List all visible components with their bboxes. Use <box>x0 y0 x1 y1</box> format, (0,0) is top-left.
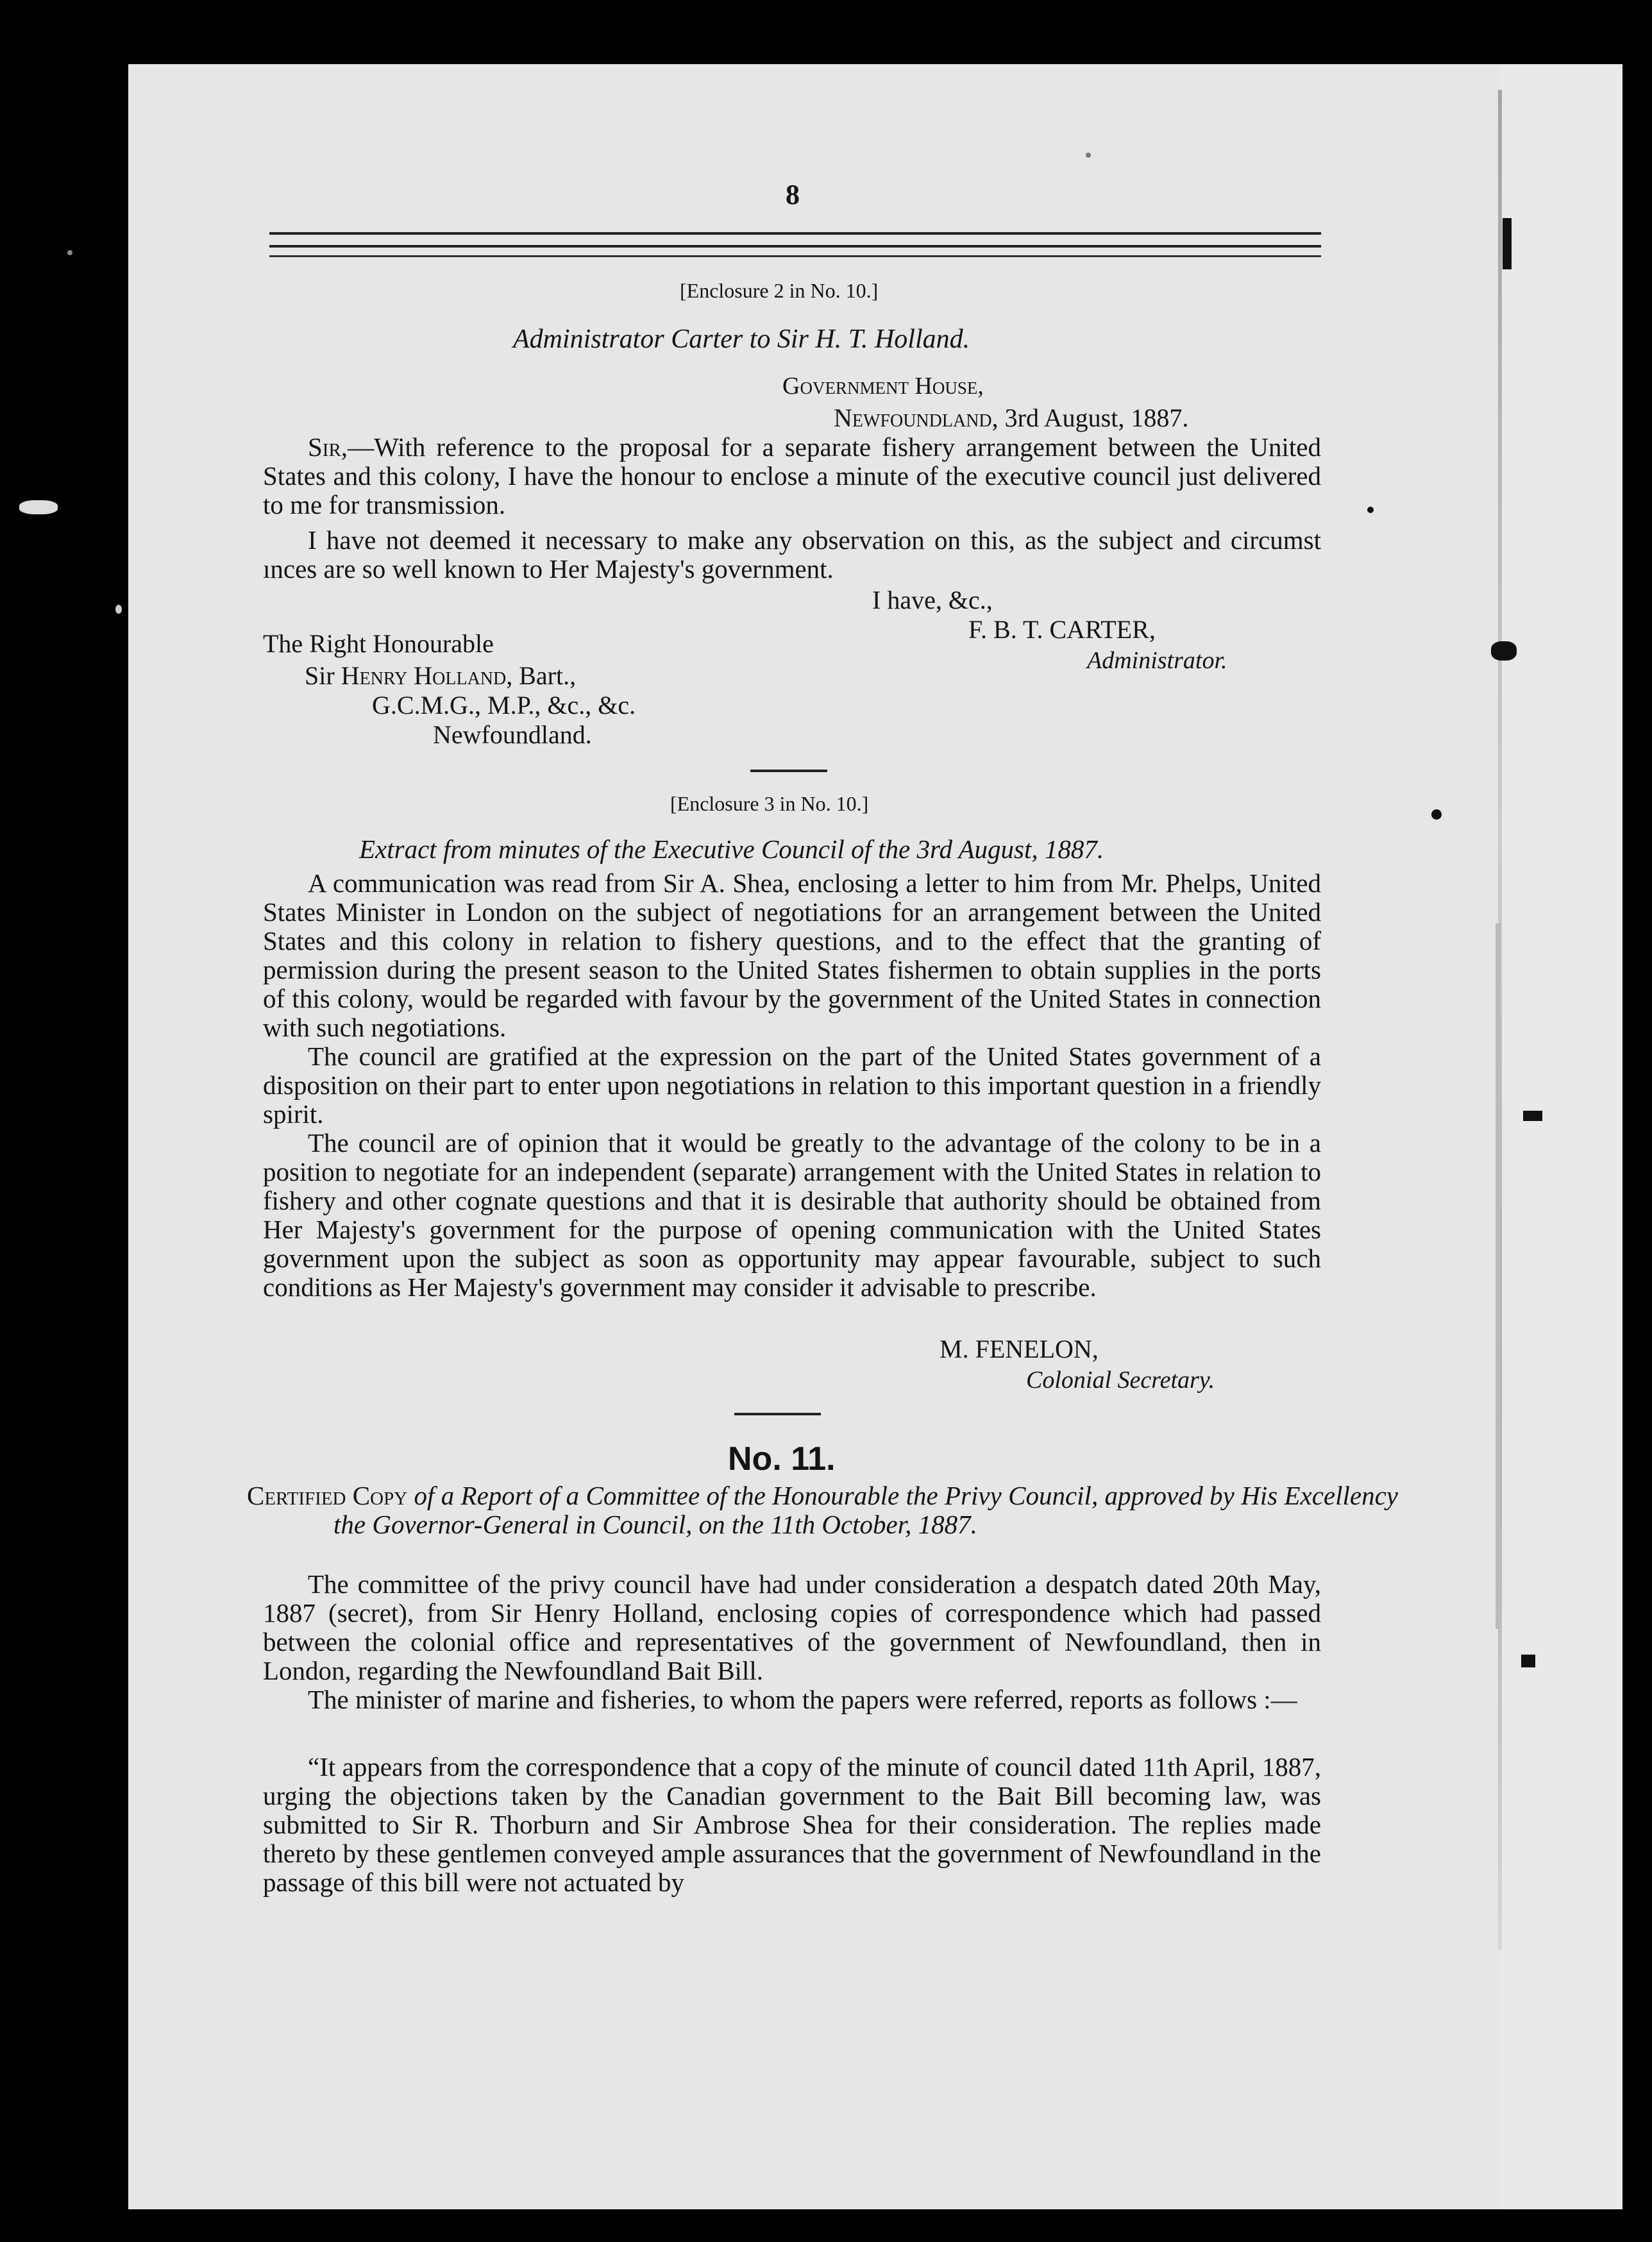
scan-speck <box>1086 153 1091 158</box>
no-11-title <box>247 1481 1398 1539</box>
scan-speck <box>19 500 58 514</box>
paragraph-text: The council are of opinion that it would be greatly to the advantage of the colony to be in a position to negotiate for an independent (separate) arrangement with the United States in relation to fishery and other cognate questions and that it is desirable that authority should be obtained from Her Majesty's government for the purpose of opening communication with the United States government upon the subject as soon as opportunity may appear favourable, subject to such conditions as Her Majesty's government may consider it advisable to prescribe. <box>263 1128 1321 1302</box>
signature-title: Colonial Secretary. <box>1026 1367 1215 1394</box>
no-11-paragraph-2 <box>263 1685 1321 1714</box>
page-number: 8 <box>786 179 800 210</box>
binding-mark <box>1521 1655 1535 1667</box>
paragraph-text: “It appears from the correspondence that a copy of the minute of council dated 11th April, 1887, urging the objections taken by the Canadian government to the Bait Bill becoming law, was submitted to Sir R. Thorburn and Sir Ambrose Shea for their consideration. The replies made thereto by these gentlemen conveyed ample assurances that the government of Newfoundland in the passage of this bill were not actuated by <box>263 1752 1321 1897</box>
enclosure-3-paragraph-2 <box>263 1042 1321 1129</box>
enclosure-3-title: Extract from minutes of the Executive Council of the 3rd August, 1887. <box>359 834 1104 864</box>
enclosure-3-heading: [Enclosure 3 in No. 10.] <box>670 792 869 815</box>
address-place: Newfoundland, <box>834 403 999 432</box>
scan-speck <box>115 605 122 614</box>
paragraph-text: I have not deemed it necessary to make any observation on this, as the subject and circumst ınces are so well known to Her Majesty's government. <box>263 525 1321 584</box>
address-date: 3rd August, 1887. <box>998 403 1189 432</box>
no-11-paragraph-3 <box>263 1753 1321 1897</box>
addressee-rest: , Bart., <box>506 661 577 690</box>
signature-name: F. B. T. CARTER, <box>968 615 1156 644</box>
address-line-2 <box>834 403 1188 433</box>
enclosure-3-paragraph-1 <box>263 869 1321 1042</box>
binding-mark <box>1503 218 1512 269</box>
title-lead: Certified Copy <box>247 1481 408 1510</box>
enclosure-2-paragraph-1 <box>263 433 1321 519</box>
no-11-heading: No. 11. <box>728 1440 836 1478</box>
paragraph-text: The committee of the privy council have had under consideration a despatch dated 20th May, 1887 (secret), from Sir Henry Holland, enclosing copies of correspondence which had passed between the colonial office and representatives of the government of Newfoundland, then in London, regarding the Newfoundland Bait Bill. <box>263 1569 1321 1685</box>
address-line-1 <box>782 372 984 400</box>
addressee-line-4: Newfoundland. <box>433 720 592 749</box>
section-divider <box>734 1413 821 1415</box>
signature-name: M. FENELON, <box>940 1335 1099 1363</box>
addressee-name: Henry Holland <box>341 661 507 690</box>
binding-mark <box>1491 641 1517 661</box>
title-rest: of a Report of a Committee of the Honourable the Privy Council, approved by His Excellency the Governor-General in Council, on the 11th October, 1887. <box>333 1481 1398 1539</box>
scan-speck <box>1367 507 1374 513</box>
header-rule <box>269 255 1321 257</box>
enclosure-3-paragraph-3 <box>263 1129 1321 1302</box>
closing: I have, &c., <box>872 586 993 614</box>
addressee-line-2 <box>305 661 576 691</box>
paragraph-text: The council are gratified at the expression on the part of the United States government of a disposition on their part to enter upon negotiations in relation to this important question in a friendly spirit. <box>263 1041 1321 1129</box>
address-house: Government House, <box>782 373 984 400</box>
enclosure-2-heading: [Enclosure 2 in No. 10.] <box>680 279 879 302</box>
paragraph-text: The minister of marine and fisheries, to whom the papers were referred, reports as follows :— <box>308 1685 1297 1714</box>
binding-mark <box>1523 1111 1542 1121</box>
no-11-paragraph-1 <box>263 1570 1321 1685</box>
section-divider <box>750 770 827 772</box>
binding-mark <box>1496 923 1501 1629</box>
facing-page-edge <box>1501 64 1622 2209</box>
paragraph-text: —With reference to the proposal for a separate fishery arrangement between the United States and this colony, I have the honour to enclose a minute of the executive council just delivered to me for transmission. <box>263 432 1321 519</box>
enclosure-2-title: Administrator Carter to Sir H. T. Holland. <box>513 324 970 354</box>
header-double-rule <box>269 232 1321 248</box>
addressee-sir: Sir <box>305 661 341 690</box>
scan-speck <box>67 250 72 255</box>
salutation: Sir, <box>308 432 348 462</box>
scan-speck <box>1431 809 1442 820</box>
addressee-line-3: G.C.M.G., M.P., &c., &c. <box>372 691 636 720</box>
enclosure-2-paragraph-2 <box>263 526 1321 584</box>
paragraph-text: A communication was read from Sir A. Shea, enclosing a letter to him from Mr. Phelps, United States Minister in London on the subject of negotiations for an arrangement between the United States and this colony in relation to fishery questions, and to the effect that the granting of permission during the present season to the United States fishermen to obtain supplies in the ports of this colony, would be regarded with favour by the government of the United States in connection with such negotiations. <box>263 868 1321 1042</box>
addressee-line-1: The Right Honourable <box>263 629 494 658</box>
signature-title: Administrator. <box>1087 647 1227 674</box>
